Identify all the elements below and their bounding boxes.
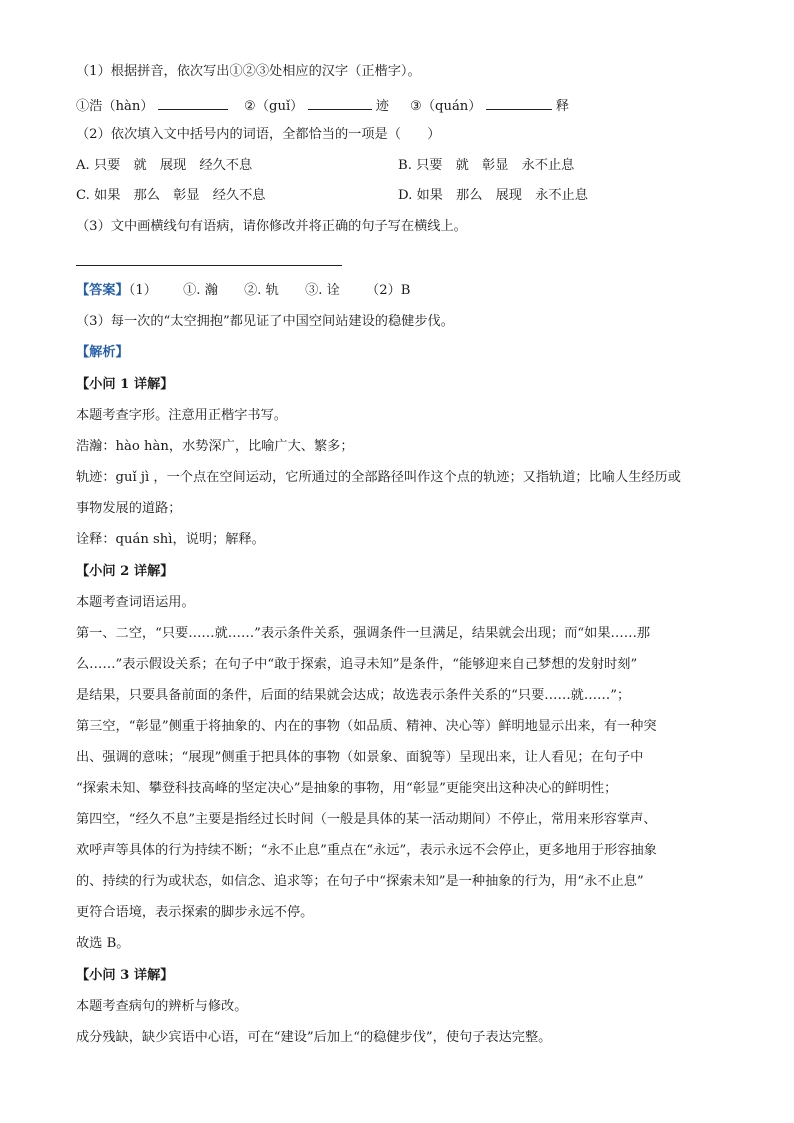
sub1-line-4: 事物发展的道路； <box>76 501 182 516</box>
q1-blank-3[interactable] <box>486 95 552 110</box>
sub2-line-8: 第四空，“经久不息”主要是指经过长时间（一般是具体的某一活动期间）不停止，常用来形容掌声、 <box>76 812 657 827</box>
sub2-line-4: 是结果，只要具备前面的条件，后面的结果就会达成；故选表示条件关系的“只要……就……”； <box>76 688 631 703</box>
q1-item-1-label: ①浩（hàn） <box>76 99 154 114</box>
answer-1-2: ②. 轨 <box>244 283 279 298</box>
q1-item-3-suffix: 释 <box>555 99 570 114</box>
q1-item-2-suffix: 迹 <box>375 99 389 114</box>
q1-blank-1[interactable] <box>158 95 228 110</box>
q1-prompt: （1）根据拼音，依次写出①②③处相应的汉字（正楷字）。 <box>76 64 421 79</box>
sub3-line-1: 本题考查病句的辨析与修改。 <box>76 999 248 1014</box>
answer-row <box>76 282 411 300</box>
q1-item-2 <box>244 95 389 116</box>
q3-answer-line[interactable] <box>76 265 342 266</box>
q1-item-3 <box>410 95 569 116</box>
sub2-line-3: 么……”表示假设关系；在句子中“敢于探索，追寻未知”是条件，“能够迎来自己梦想的发射时刻” <box>76 657 638 672</box>
answer-3: （3）每一次的“太空拥抱”都见证了中国空间站建设的稳健步伐。 <box>76 314 454 329</box>
q2-prompt: （2）依次填入文中括号内的词语，全都恰当的一项是（ ） <box>76 127 441 142</box>
option-c[interactable]: C. 如果 那么 彰显 经久不息 <box>76 188 266 203</box>
sub2-line-5: 第三空，“彰显”侧重于将抽象的、内在的事物（如品质、精神、决心等）鲜明地显示出来，有一种突 <box>76 719 657 734</box>
sub3-line-2: 成分残缺，缺少宾语中心语，可在“建设”后加上“的稳健步伐”，使句子表达完整。 <box>76 1030 552 1045</box>
sub2-line-12: 故选 B。 <box>76 936 130 951</box>
sub2-line-7: “探索未知、攀登科技高峰的坚定决心”是抽象的事物，用“彰显”更能突出这种决心的鲜明性； <box>76 781 618 796</box>
answer-label: 【答案】 <box>76 283 129 298</box>
sub2-line-10: 的、持续的行为或状态，如信念、追求等；在句子中“探索未知”是一种抽象的行为，用“永不止息” <box>76 874 644 889</box>
sub2-line-11: 更符合语境，表示探索的脚步永远不停。 <box>76 905 314 920</box>
q1-item-2-label: ②（guǐ） <box>244 99 304 114</box>
sub2-title: 【小问 2 详解】 <box>76 564 174 579</box>
sub1-line-2: 浩瀚：hào hàn，水势深广，比喻广大、繁多； <box>76 439 354 454</box>
q1-item-1 <box>76 95 228 116</box>
q1-blank-2[interactable] <box>308 95 372 110</box>
q3-prompt: （3）文中画横线句有语病，请你修改并将正确的句子写在横线上。 <box>76 219 467 234</box>
answer-2: （2）B <box>366 283 411 298</box>
q1-item-3-label: ③（quán） <box>410 99 482 114</box>
sub1-line-3: 轨迹：guǐ jì ，一个点在空间运动，它所通过的全部路径叫作这个点的轨迹；又指轨道；比喻人生经历或 <box>76 470 681 485</box>
option-a[interactable]: A. 只要 就 展现 经久不息 <box>76 158 253 173</box>
sub1-line-5: 诠释：quán shì，说明；解释。 <box>76 532 265 547</box>
sub2-line-9: 欢呼声等具体的行为持续不断；“永不止息”重点在“永远”，表示永远不会停止，更多地用于形容抽象 <box>76 843 657 858</box>
analysis-label: 【解析】 <box>76 345 129 360</box>
option-b[interactable]: B. 只要 就 彰显 永不止息 <box>398 158 575 173</box>
sub2-line-1: 本题考查词语运用。 <box>76 595 195 610</box>
option-d[interactable]: D. 如果 那么 展现 永不止息 <box>398 188 588 203</box>
answer-1-label: （1） <box>128 283 157 298</box>
sub1-title: 【小问 1 详解】 <box>76 377 174 392</box>
sub2-line-2: 第一、二空，“只要……就……”表示条件关系，强调条件一旦满足，结果就会出现；而“如果……那 <box>76 626 651 641</box>
answer-1-1: ①. 瀚 <box>183 283 218 298</box>
sub2-line-6: 出、强调的意味；“展现”侧重于把具体的事物（如景象、面貌等）呈现出来，让人看见；在句子中 <box>76 750 644 765</box>
sub3-title: 【小问 3 详解】 <box>76 968 174 983</box>
sub1-line-1: 本题考查字形。注意用正楷字书写。 <box>76 408 287 423</box>
answer-1-3: ③. 诠 <box>305 283 340 298</box>
